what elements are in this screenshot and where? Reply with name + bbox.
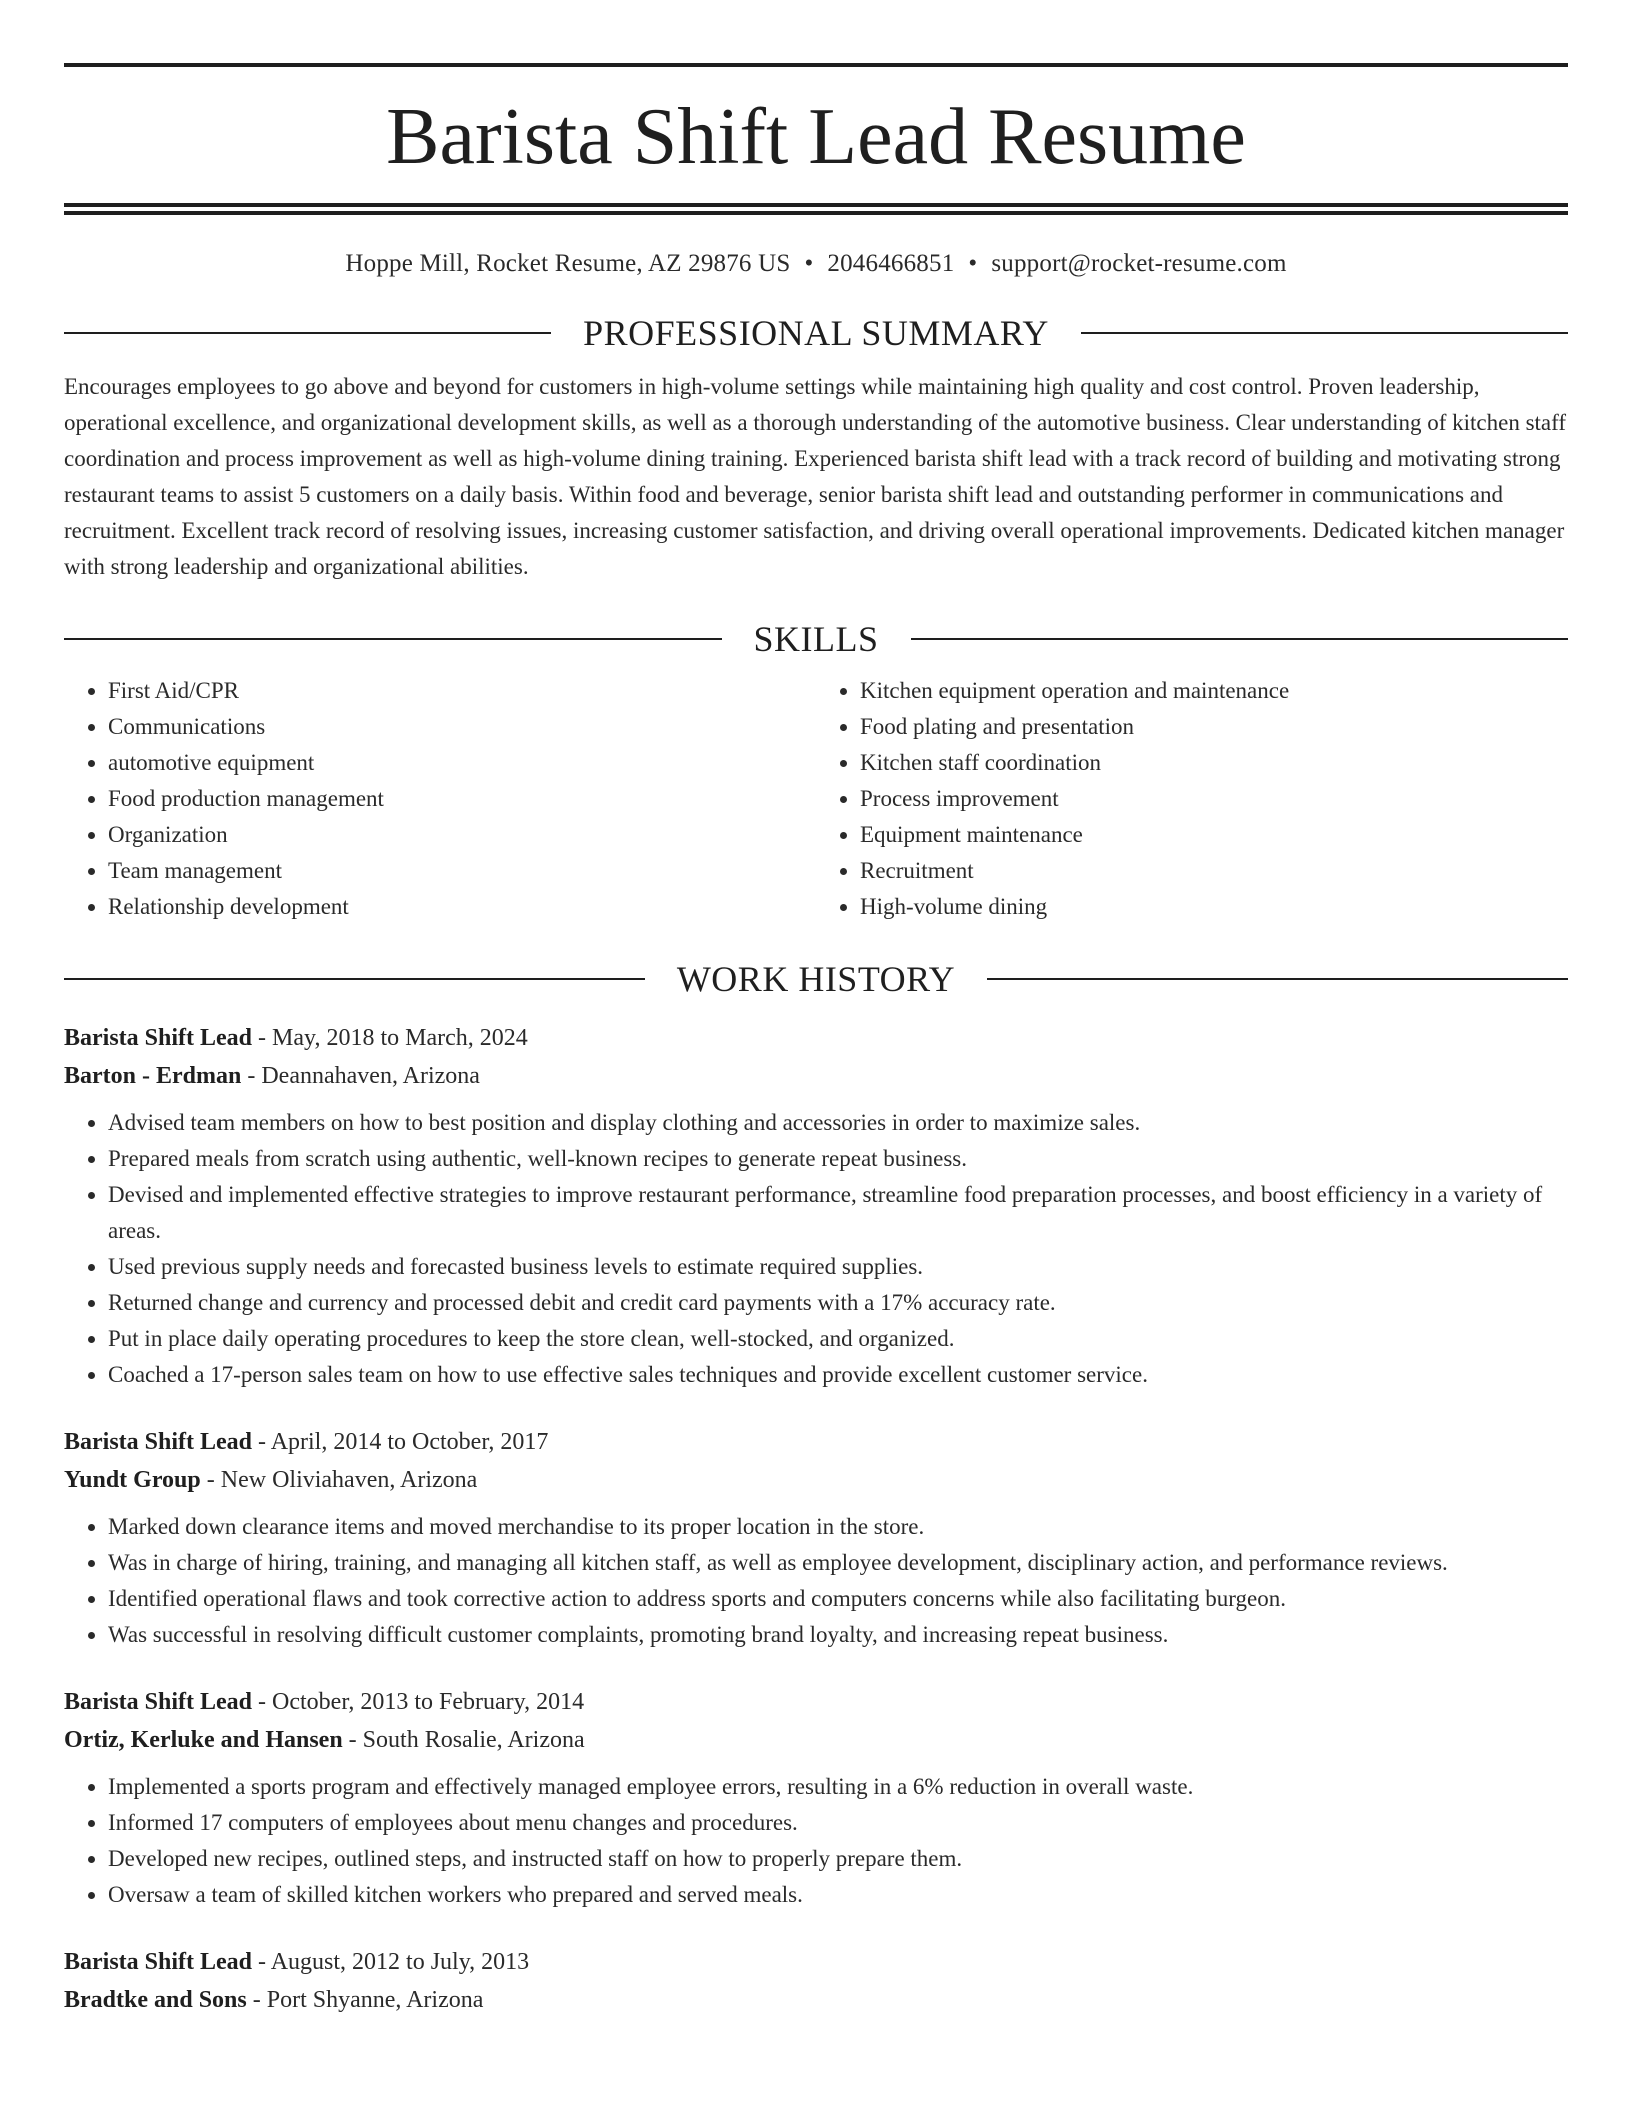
job-dates: April, 2014 to October, 2017: [270, 1429, 549, 1455]
job-bullet: • Identified operational flaws and took corrective action to address sports and computers concerns while also facilitating burgeon.: [108, 1581, 1568, 1617]
job-dates: May, 2018 to March, 2024: [272, 1025, 528, 1051]
job-bullet: • Was in charge of hiring, training, and managing all kitchen staff, as well as employee development, disciplinary action, and performance reviews.: [108, 1545, 1568, 1581]
dash-separator: -: [252, 1429, 271, 1455]
skill-item: • Food plating and presentation: [860, 709, 1568, 745]
job-location: South Rosalie, Arizona: [362, 1727, 585, 1753]
skill-item: • Relationship development: [108, 889, 816, 925]
skill-item: • Process improvement: [860, 781, 1568, 817]
section-header-work-history: [64, 959, 1568, 999]
job-title-line: [64, 1683, 1568, 1721]
job-entry: [64, 1019, 1568, 1393]
resume-title: Barista Shift Lead Resume: [386, 93, 1246, 181]
skill-item: • High-volume dining: [860, 889, 1568, 925]
job-company-line: [64, 1981, 1568, 2019]
job-bullet: • Implemented a sports program and effectively managed employee errors, resulting in a 6% reduction in overall waste.: [108, 1769, 1568, 1805]
job-bullet: • Put in place daily operating procedures to keep the store clean, well-stocked, and organized.: [108, 1321, 1568, 1357]
job-company: Ortiz, Kerluke and Hansen: [64, 1727, 343, 1753]
job-title: Barista Shift Lead: [64, 1689, 253, 1715]
job-bullet: • Oversaw a team of skilled kitchen workers who prepared and served meals.: [108, 1877, 1568, 1913]
job-dates: October, 2013 to February, 2014: [272, 1689, 585, 1715]
dash-separator: -: [200, 1467, 221, 1493]
job-bullet: • Marked down clearance items and moved merchandise to its proper location in the store.: [108, 1509, 1568, 1545]
section-rule-right: [911, 638, 1569, 640]
job-bullet: • Prepared meals from scratch using authentic, well-known recipes to generate repeat business.: [108, 1141, 1568, 1177]
dash-separator: -: [342, 1727, 363, 1753]
job-bullet: • Was successful in resolving difficult customer complaints, promoting brand loyalty, and increasing repeat business.: [108, 1617, 1568, 1653]
job-location: New Oliviahaven, Arizona: [220, 1467, 478, 1493]
section-title-work-history: WORK HISTORY: [676, 959, 956, 999]
top-rule: [64, 63, 1568, 67]
job-entry: [64, 1423, 1568, 1653]
skills-list-right: [816, 673, 1568, 925]
section-rule-left: [64, 638, 722, 640]
job-bullet: • Devised and implemented effective strategies to improve restaurant performance, streamline food preparation processes, and boost efficiency in a variety of areas.: [108, 1177, 1568, 1249]
contact-phone: 2046466851: [827, 250, 955, 277]
skill-item: • Equipment maintenance: [860, 817, 1568, 853]
work-history-list: [64, 1019, 1568, 2019]
skill-item: • automotive equipment: [108, 745, 816, 781]
dash-separator: -: [246, 1987, 267, 2013]
job-bullet: • Used previous supply needs and forecasted business levels to estimate required supplies.: [108, 1249, 1568, 1285]
job-location: Port Shyanne, Arizona: [266, 1987, 484, 2013]
contact-email: support@rocket-resume.com: [991, 250, 1287, 277]
job-title: Barista Shift Lead: [64, 1025, 253, 1051]
skill-item: • Organization: [108, 817, 816, 853]
contact-separator: •: [804, 250, 814, 277]
job-company: Yundt Group: [64, 1467, 201, 1493]
job-title: Barista Shift Lead: [64, 1949, 253, 1975]
job-bullet: • Coached a 17-person sales team on how to use effective sales techniques and provide excellent customer service.: [108, 1357, 1568, 1393]
section-rule-left: [64, 332, 551, 334]
job-dates: August, 2012 to July, 2013: [270, 1949, 530, 1975]
contact-address: Hoppe Mill, Rocket Resume, AZ 29876 US: [345, 250, 791, 277]
job-company: Bradtke and Sons: [64, 1987, 247, 2013]
job-entry: [64, 1683, 1568, 1913]
skill-item: • Communications: [108, 709, 816, 745]
job-company-line: [64, 1461, 1568, 1499]
section-title-summary: PROFESSIONAL SUMMARY: [583, 313, 1049, 353]
skill-item: • Food production management: [108, 781, 816, 817]
skill-item: • Team management: [108, 853, 816, 889]
job-company: Barton - Erdman: [64, 1063, 242, 1089]
job-bullet: • Advised team members on how to best position and display clothing and accessories in order to maximize sales.: [108, 1105, 1568, 1141]
job-bullet: • Developed new recipes, outlined steps, and instructed staff on how to properly prepare them.: [108, 1841, 1568, 1877]
section-rule-right: [1081, 332, 1568, 334]
dash-separator: -: [241, 1063, 262, 1089]
section-header-summary: [64, 313, 1568, 353]
section-header-skills: [64, 619, 1568, 659]
job-bullet: • Informed 17 computers of employees about menu changes and procedures.: [108, 1805, 1568, 1841]
job-bullets: [64, 1105, 1568, 1393]
dash-separator: -: [252, 1025, 273, 1051]
title-double-rule: [64, 203, 1568, 215]
job-title-line: [64, 1943, 1568, 1981]
resume-page: [64, 0, 1568, 2019]
skills-columns: [64, 673, 1568, 925]
contact-line: [64, 249, 1568, 279]
skill-item: • Kitchen equipment operation and maintenance: [860, 673, 1568, 709]
job-company-line: [64, 1057, 1568, 1095]
dash-separator: -: [252, 1689, 273, 1715]
skills-list-left: [64, 673, 816, 925]
section-rule-left: [64, 978, 645, 980]
skill-item: • First Aid/CPR: [108, 673, 816, 709]
job-title: Barista Shift Lead: [64, 1429, 253, 1455]
job-title-line: [64, 1423, 1568, 1461]
section-rule-right: [987, 978, 1568, 980]
job-location: Deannahaven, Arizona: [261, 1063, 480, 1089]
job-bullet: • Returned change and currency and processed debit and credit card payments with a 17% accuracy rate.: [108, 1285, 1568, 1321]
job-bullets: [64, 1769, 1568, 1913]
skill-item: • Recruitment: [860, 853, 1568, 889]
contact-separator: •: [968, 250, 978, 277]
summary-text: Encourages employees to go above and beyond for customers in high-volume settings while maintaining high quality and cost control. Proven leadership, operational excellence, and organizational development skills, as well as a thorough understanding of the automotive business. Clear understanding of kitchen staff coordination and process improvement as well as high-volume dining training. Experienced barista shift lead with a track record of building and motivating strong restaurant teams to assist 5 customers on a daily basis. Within food and beverage, senior barista shift lead and outstanding performer in communications and recruitment. Excellent track record of resolving issues, increasing customer satisfaction, and driving overall operational improvements. Dedicated kitchen manager with strong leadership and organizational abilities.: [64, 374, 1567, 579]
job-bullets: [64, 1509, 1568, 1653]
skill-item: • Kitchen staff coordination: [860, 745, 1568, 781]
job-title-line: [64, 1019, 1568, 1057]
job-entry: [64, 1943, 1568, 2019]
job-company-line: [64, 1721, 1568, 1759]
section-title-skills: SKILLS: [753, 619, 879, 659]
dash-separator: -: [252, 1949, 271, 1975]
